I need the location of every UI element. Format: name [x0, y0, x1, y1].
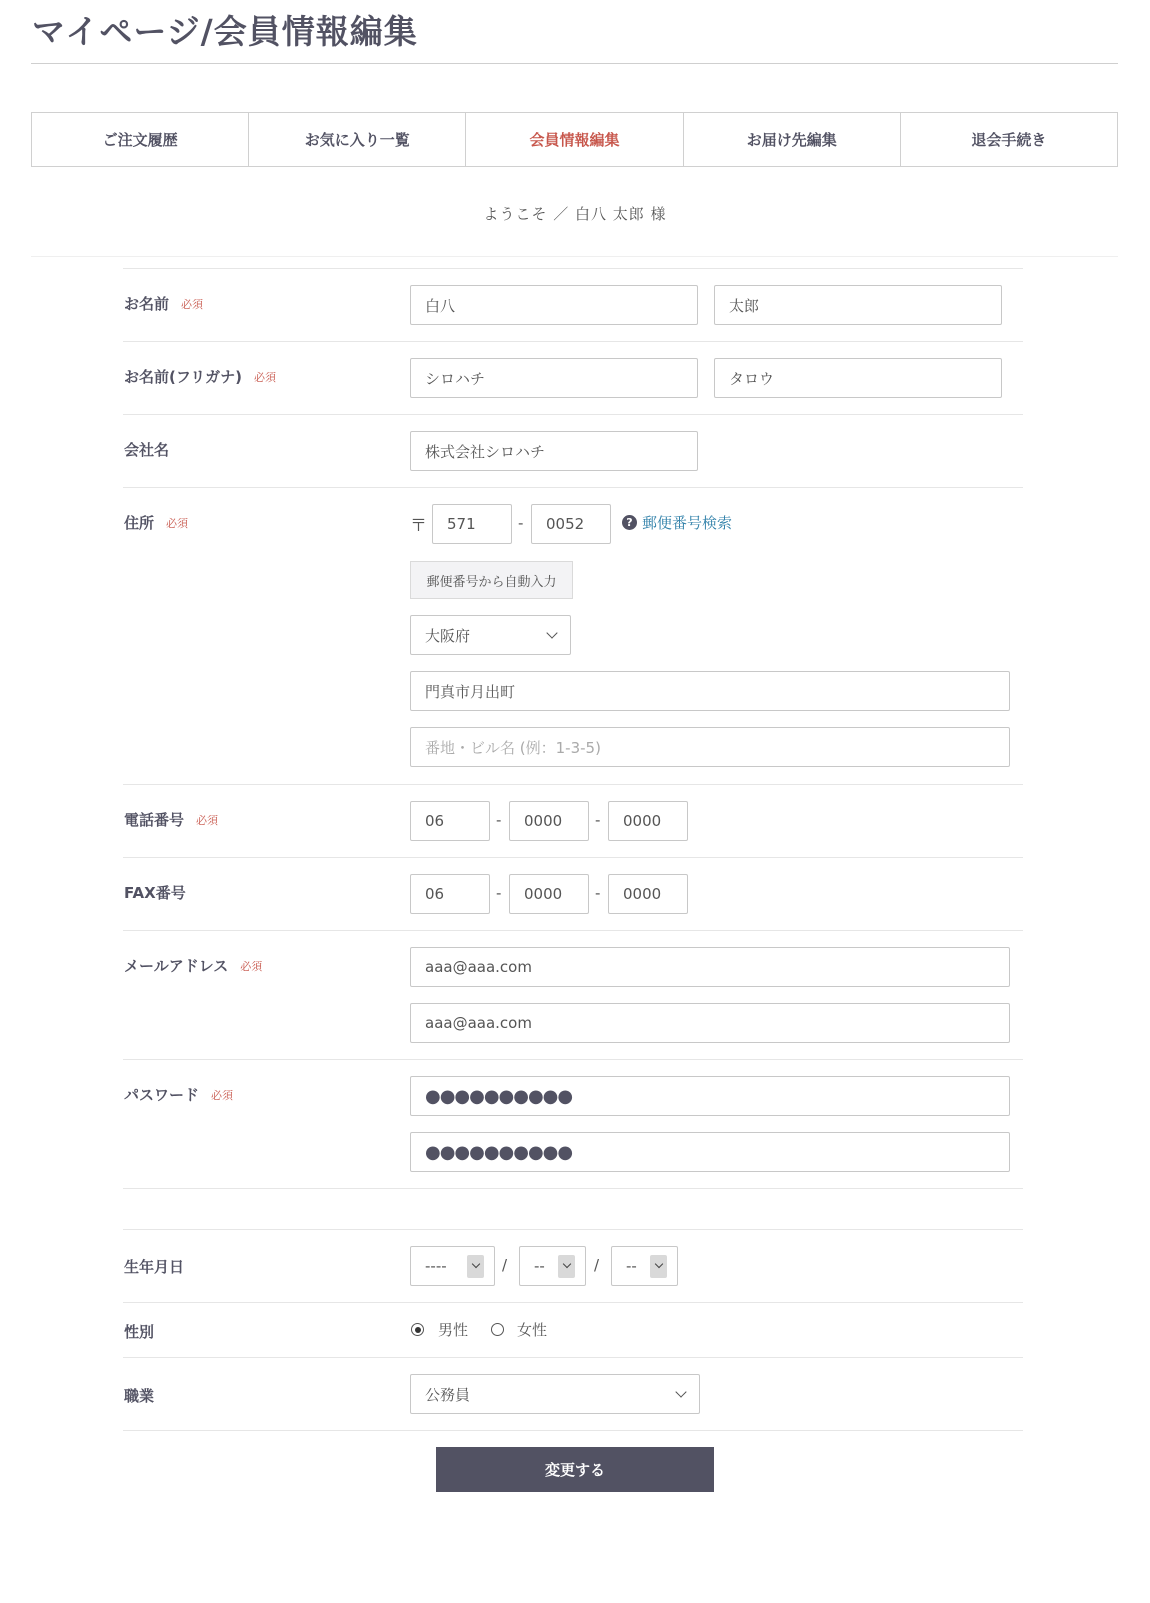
- tab-delivery-edit[interactable]: お届け先編集: [684, 113, 901, 166]
- email-label: [124, 955, 262, 976]
- row-divider: [123, 487, 1023, 488]
- row-divider: [123, 341, 1023, 342]
- last-name-input[interactable]: 白八: [410, 285, 698, 325]
- row-divider: [123, 1059, 1023, 1060]
- welcome-message: ようこそ ／ 白八 太郎 様: [483, 205, 667, 223]
- gender-male-label[interactable]: 男性: [438, 1321, 469, 1339]
- job-label-text: 職業: [124, 1387, 155, 1405]
- gender-label: [124, 1321, 154, 1342]
- row-divider: [123, 857, 1023, 858]
- tab-order-history[interactable]: ご注文履歴: [32, 113, 249, 166]
- tel3-input[interactable]: 0000: [608, 801, 688, 841]
- password-label-text: パスワード: [124, 1086, 200, 1104]
- tel2-input[interactable]: 0000: [509, 801, 589, 841]
- row-divider: [123, 784, 1023, 785]
- tab-member-edit[interactable]: 会員情報編集: [466, 113, 683, 166]
- question-circle-icon: ?: [622, 515, 637, 530]
- last-kana-input[interactable]: シロハチ: [410, 358, 698, 398]
- company-label: [124, 439, 169, 460]
- company-input[interactable]: 株式会社シロハチ: [410, 431, 698, 471]
- tel-separator: -: [595, 811, 601, 829]
- birthday-label-text: 生年月日: [124, 1258, 185, 1276]
- prefecture-value: 大阪府: [425, 626, 471, 645]
- row-divider: [123, 1430, 1023, 1431]
- birth-day-value: --: [626, 1257, 637, 1275]
- birth-month-select[interactable]: [519, 1246, 586, 1286]
- birth-month-value: --: [534, 1257, 545, 1275]
- name-label: [124, 293, 203, 314]
- gender-female-label[interactable]: 女性: [517, 1321, 548, 1339]
- title-divider: [31, 63, 1118, 64]
- company-label-text: 会社名: [124, 441, 170, 459]
- tel1-input[interactable]: 06: [410, 801, 490, 841]
- date-separator: /: [594, 1256, 600, 1274]
- password-input[interactable]: ●●●●●●●●●●: [410, 1076, 1010, 1116]
- birth-day-select[interactable]: [611, 1246, 678, 1286]
- gender-female-radio[interactable]: [491, 1323, 504, 1336]
- birth-year-select[interactable]: [410, 1246, 495, 1286]
- fax-label-text: FAX番号: [124, 884, 186, 902]
- tel-label-text: 電話番号: [124, 811, 185, 829]
- email-confirm-input[interactable]: aaa@aaa.com: [410, 1003, 1010, 1043]
- first-name-input[interactable]: 太郎: [714, 285, 1002, 325]
- fax-label: [124, 882, 186, 903]
- row-divider: [123, 1229, 1023, 1230]
- gender-male-radio[interactable]: [411, 1323, 424, 1336]
- zip2-input[interactable]: 0052: [531, 504, 611, 544]
- gender-label-text: 性別: [124, 1323, 155, 1341]
- welcome-divider: [31, 256, 1118, 257]
- birth-year-value: ----: [425, 1257, 447, 1275]
- tel-separator: -: [496, 811, 502, 829]
- postal-mark: 〒: [410, 516, 427, 536]
- chevron-down-icon: [675, 1386, 686, 1397]
- zip-separator: -: [518, 514, 524, 532]
- dropdown-arrow-icon: [650, 1255, 667, 1278]
- row-divider: [123, 268, 1023, 269]
- prefecture-select[interactable]: [410, 615, 571, 655]
- email-input[interactable]: aaa@aaa.com: [410, 947, 1010, 987]
- mypage-nav: [31, 112, 1118, 167]
- zip-autofill-button[interactable]: 郵便番号から自動入力: [410, 561, 573, 599]
- street-input[interactable]: 番地・ビル名 (例：1-3-5): [410, 727, 1010, 767]
- tab-favorites[interactable]: お気に入り一覧: [249, 113, 466, 166]
- kana-label-text: お名前(フリガナ): [124, 368, 242, 386]
- row-divider: [123, 1302, 1023, 1303]
- fax3-input[interactable]: 0000: [608, 874, 688, 914]
- job-select[interactable]: [410, 1374, 700, 1414]
- first-kana-input[interactable]: タロウ: [714, 358, 1002, 398]
- required-badge: 必須: [181, 297, 204, 311]
- required-badge: 必須: [166, 516, 189, 530]
- row-divider: [123, 414, 1023, 415]
- fax-separator: -: [496, 884, 502, 902]
- kana-label: [124, 366, 276, 387]
- zip-search-link[interactable]: 郵便番号検索: [642, 514, 733, 532]
- job-value: 公務員: [425, 1385, 471, 1404]
- required-badge: 必須: [211, 1088, 234, 1102]
- fax1-input[interactable]: 06: [410, 874, 490, 914]
- city-input[interactable]: 門真市月出町: [410, 671, 1010, 711]
- submit-button[interactable]: 変更する: [436, 1447, 714, 1492]
- row-divider: [123, 1357, 1023, 1358]
- required-badge: 必須: [253, 370, 276, 384]
- required-badge: 必須: [240, 959, 263, 973]
- dropdown-arrow-icon: [558, 1255, 575, 1278]
- date-separator: /: [502, 1256, 508, 1274]
- password-label: [124, 1084, 233, 1105]
- page-title: マイページ/会員情報編集: [32, 12, 418, 51]
- password-confirm-input[interactable]: ●●●●●●●●●●: [410, 1132, 1010, 1172]
- required-badge: 必須: [196, 813, 219, 827]
- chevron-down-icon: [546, 627, 557, 638]
- email-label-text: メールアドレス: [124, 957, 229, 975]
- name-label-text: お名前: [124, 295, 170, 313]
- row-divider: [123, 1188, 1023, 1189]
- fax-separator: -: [595, 884, 601, 902]
- job-label: [124, 1385, 154, 1406]
- birthday-label: [124, 1256, 184, 1277]
- tel-label: [124, 809, 218, 830]
- fax2-input[interactable]: 0000: [509, 874, 589, 914]
- address-label: [124, 512, 188, 533]
- tab-withdraw[interactable]: 退会手続き: [971, 131, 1047, 149]
- zip1-input[interactable]: 571: [432, 504, 512, 544]
- address-label-text: 住所: [124, 514, 155, 532]
- row-divider: [123, 930, 1023, 931]
- dropdown-arrow-icon: [467, 1255, 484, 1278]
